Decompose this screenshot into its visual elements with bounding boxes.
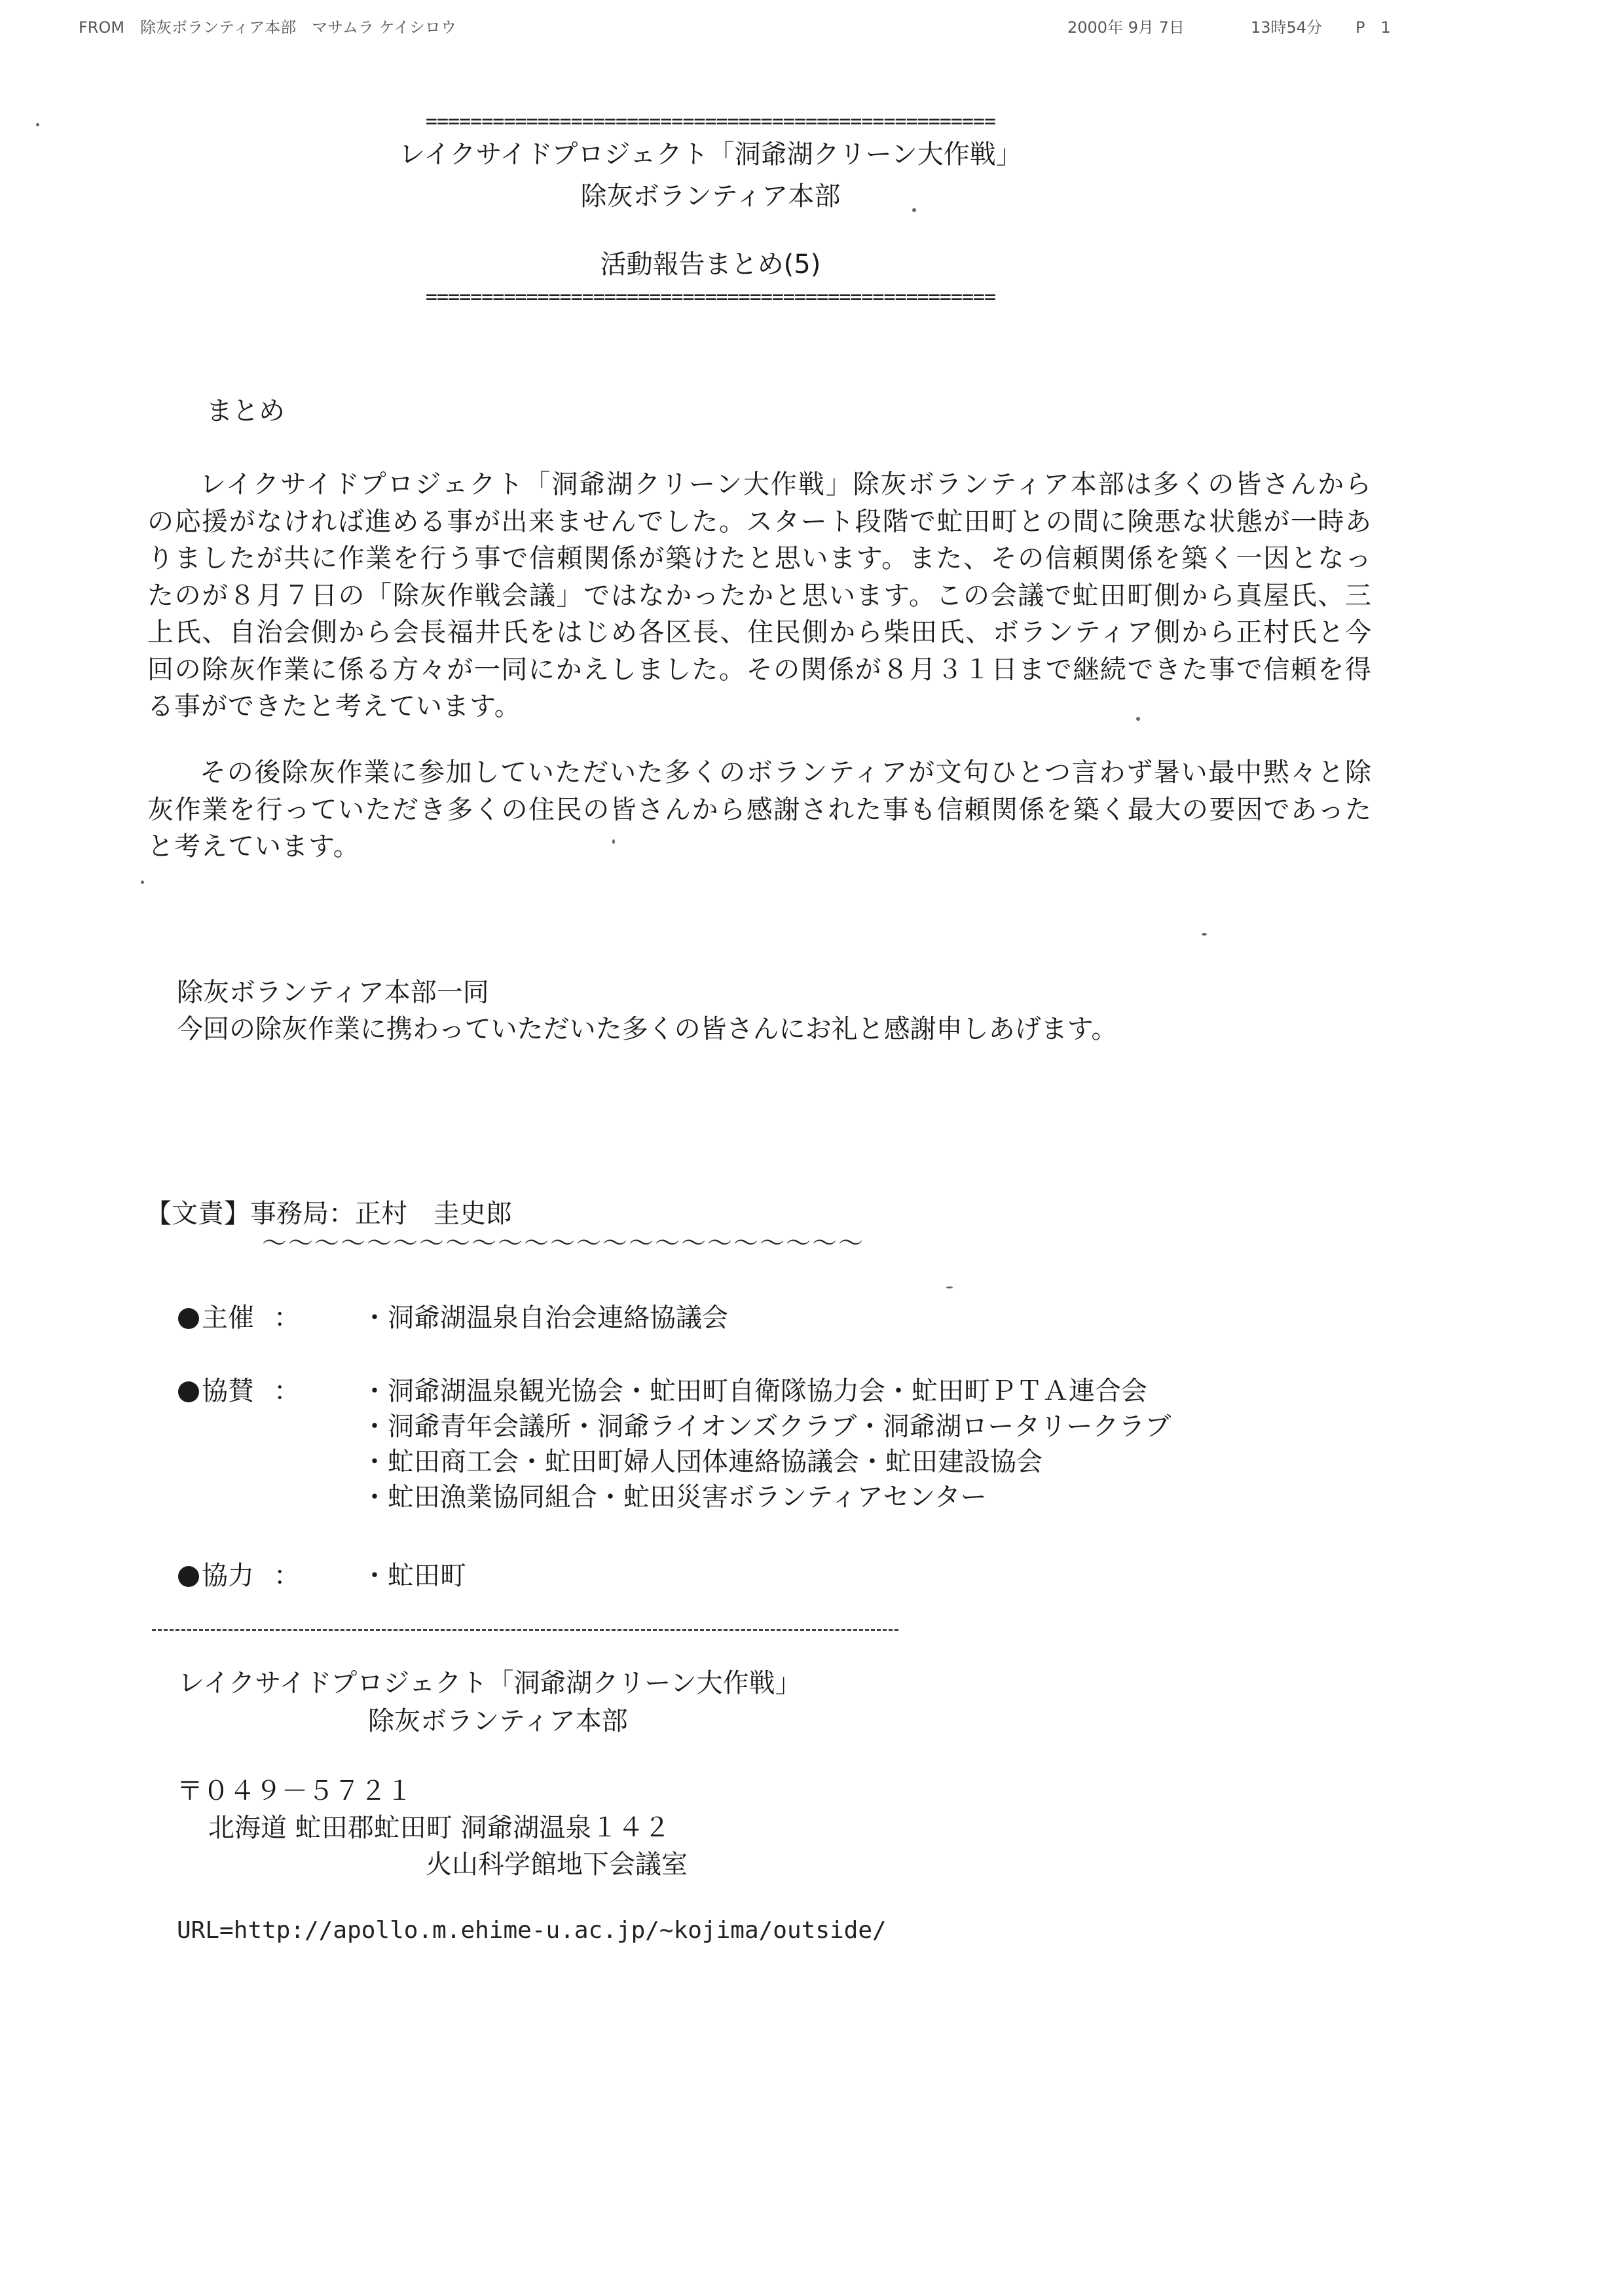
support-item: ・虻田商工会・虻田町婦人団体連絡協議会・虻田建設協会 — [361, 1447, 1043, 1477]
summary-paragraph-1: レイクサイドプロジェクト「洞爺湖クリーン大作戦」除灰ボランティア本部は多くの皆さんからの応援がなければ進める事が出来ませんでした。スタート段階で虻田町との間に険悪な状態が一時ありましたが共に作業を行う事で信頼関係が築けたと思います。また、その信頼関係を築く一因となったのが８月７日の「除灰作戦会議」ではなかったかと思います。この会議で虻田町側から真屋氏、三上氏、自治会側から会長福井氏をはじめ各区長、住民側から柴田氏、ボランティア側から正村氏と今回の除灰作業に係る方々が一同にかえしました。その関係が８月３１日まで継続できた事で信頼を得る事ができたと考えています。 — [147, 469, 1372, 721]
support-colon: ： — [274, 1376, 300, 1406]
scan-speck — [946, 1286, 953, 1288]
postal-code: 〒０４９－５７２１ — [177, 1776, 413, 1806]
thanks-block — [177, 974, 1117, 1048]
project-title: レイクサイドプロジェクト「洞爺湖クリーン大作戦」 — [399, 139, 1022, 170]
title-spacer — [334, 217, 1087, 244]
footer-organization — [178, 1664, 802, 1740]
host-label: 主催 — [202, 1303, 254, 1333]
thanks-signature: 除灰ボランティア本部一同 — [177, 977, 489, 1008]
summary-paragraph-2: その後除灰作業に参加していただいた多くのボランティアが文句ひとつ言わず暑い最中黙々と除灰作業を行っていただき多くの住民の皆さんから感謝された事も信頼関係を築く最大の要因であったと考えています。 — [147, 757, 1372, 862]
scan-speck — [912, 208, 916, 212]
cooperation-items — [361, 1558, 466, 1594]
summary-heading: まとめ — [206, 396, 285, 426]
thanks-message: 今回の除灰作業に携わっていただいた多くの皆さんにお礼と感謝申しあげます。 — [177, 1014, 1118, 1044]
scan-speck — [612, 839, 615, 844]
fax-page-number: P 1 — [1356, 18, 1391, 37]
support-item: ・虻田漁業協同組合・虻田災害ボランティアセンター — [361, 1482, 987, 1512]
scan-speck — [36, 123, 39, 126]
fax-date: 2000年 9月 7日 — [1067, 18, 1185, 37]
fax-sender: FROM 除灰ボランティア本部 マサムラ ケイシロウ — [79, 18, 456, 37]
host-label-group — [178, 1300, 335, 1336]
address-line-1: 北海道 虻田郡虻田町 洞爺湖温泉１４２ — [208, 1813, 671, 1843]
bullet-icon — [178, 1308, 199, 1329]
dashed-divider — [152, 1629, 898, 1631]
title-rule-bottom: =================================================== — [425, 285, 996, 308]
fax-time: 13時54分 — [1251, 18, 1323, 37]
host-colon: ： — [274, 1303, 300, 1333]
cooperation-label-group — [178, 1558, 335, 1594]
footer-org-name: 除灰ボランティア本部 — [368, 1706, 628, 1736]
scan-speck — [1202, 933, 1207, 936]
support-label-group — [178, 1374, 335, 1409]
host-item: ・洞爺湖温泉自治会連絡協議会 — [361, 1303, 728, 1333]
support-item: ・洞爺湖温泉観光協会・虻田町自衛隊協力会・虻田町ＰＴＡ連合会 — [361, 1376, 1147, 1406]
footer-project-name: レイクサイドプロジェクト「洞爺湖クリーン大作戦」 — [178, 1668, 802, 1698]
cooperation-colon: ： — [274, 1561, 300, 1591]
report-title: 活動報告まとめ(5) — [600, 249, 821, 280]
url-link[interactable]: URL=http://apollo.m.ehime-u.ac.jp/~kojima/outside/ — [177, 1917, 887, 1944]
cooperation-label: 協力 — [202, 1561, 254, 1591]
cooperation-item: ・虻田町 — [361, 1561, 466, 1591]
scan-speck — [141, 881, 144, 884]
fax-header — [79, 14, 1401, 38]
bullet-icon — [178, 1566, 199, 1587]
title-block — [334, 110, 1087, 309]
cooperation-row — [178, 1558, 466, 1594]
support-items — [361, 1374, 1171, 1515]
support-label: 協賛 — [202, 1376, 254, 1406]
bullet-icon — [178, 1381, 199, 1402]
address-line-2: 火山科学館地下会議室 — [426, 1850, 688, 1880]
support-row — [178, 1374, 1171, 1515]
title-rule-top: =================================================== — [425, 110, 996, 133]
organization-title: 除灰ボランティア本部 — [580, 181, 841, 211]
host-row — [178, 1300, 728, 1336]
support-item: ・洞爺青年会議所・洞爺ライオンズクラブ・洞爺湖ロータリークラブ — [361, 1412, 1172, 1442]
author-line: 【文責】事務局：正村 圭史郎 — [145, 1199, 512, 1229]
address-block — [177, 1773, 688, 1883]
scan-speck — [1136, 717, 1140, 721]
tilde-separator: ～～～～～～～～～～～～～～～～～～～～～～～ — [262, 1229, 865, 1258]
host-items — [361, 1300, 728, 1336]
